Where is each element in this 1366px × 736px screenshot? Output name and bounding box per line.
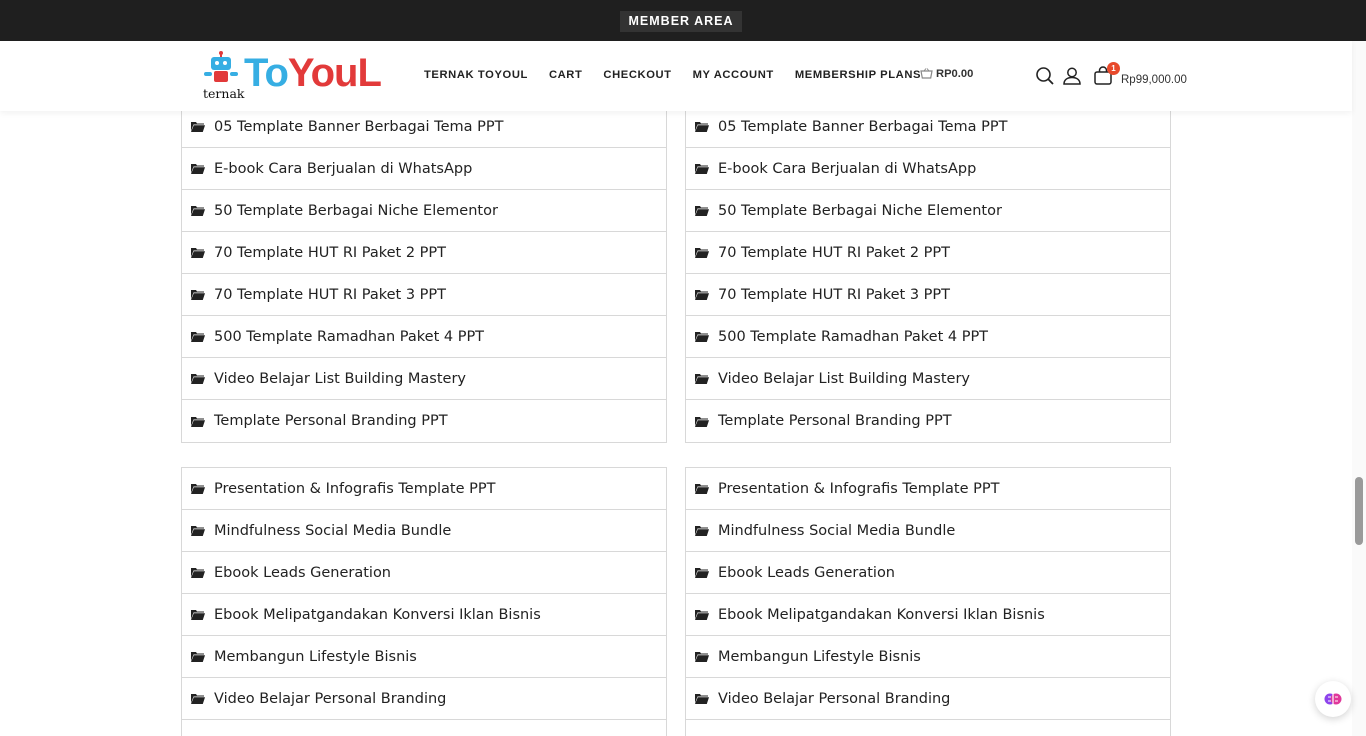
logo-small-text: ternak bbox=[203, 86, 245, 101]
folder-icon bbox=[191, 483, 205, 494]
list-item-label: Video Belajar List Building Mastery bbox=[214, 370, 466, 387]
product-list-right-2 bbox=[685, 467, 1171, 736]
list-item-partial[interactable] bbox=[686, 720, 1170, 736]
list-item[interactable] bbox=[686, 106, 1170, 148]
nav-ternak-toyoul[interactable]: TERNAK TOYOUL bbox=[424, 69, 528, 81]
basket-icon bbox=[920, 68, 933, 79]
list-item[interactable] bbox=[686, 274, 1170, 316]
folder-icon bbox=[191, 289, 205, 300]
folder-icon bbox=[191, 416, 205, 427]
folder-icon bbox=[695, 525, 709, 536]
list-item[interactable] bbox=[182, 552, 666, 594]
folder-icon bbox=[191, 373, 205, 384]
list-item-label: E-book Cara Berjualan di WhatsApp bbox=[718, 160, 977, 177]
list-item[interactable] bbox=[686, 190, 1170, 232]
list-item-label: 70 Template HUT RI Paket 3 PPT bbox=[718, 286, 951, 303]
list-item[interactable] bbox=[182, 190, 666, 232]
folder-icon bbox=[191, 331, 205, 342]
folder-icon bbox=[695, 205, 709, 216]
nav-checkout[interactable]: CHECKOUT bbox=[603, 69, 672, 81]
logo-main-text: ToYouL bbox=[244, 51, 381, 95]
user-icon[interactable] bbox=[1061, 65, 1083, 87]
list-item[interactable] bbox=[182, 358, 666, 400]
list-item[interactable] bbox=[182, 468, 666, 510]
list-item-label: Video Belajar Personal Branding bbox=[718, 690, 951, 707]
list-item-label: 05 Template Banner Berbagai Tema PPT bbox=[718, 118, 1008, 135]
folder-icon bbox=[695, 163, 709, 174]
list-item[interactable] bbox=[182, 148, 666, 190]
list-item-partial[interactable] bbox=[182, 720, 666, 736]
list-item[interactable] bbox=[182, 594, 666, 636]
folder-icon bbox=[695, 483, 709, 494]
list-item-label: 70 Template HUT RI Paket 2 PPT bbox=[214, 244, 447, 261]
folder-icon bbox=[695, 651, 709, 662]
top-bar bbox=[0, 0, 1366, 41]
product-list-left-1 bbox=[181, 105, 667, 443]
folder-icon bbox=[191, 525, 205, 536]
cart-total[interactable]: Rp99,000.00 bbox=[1121, 74, 1187, 86]
list-item-label: Mindfulness Social Media Bundle bbox=[718, 522, 956, 539]
list-item[interactable] bbox=[686, 148, 1170, 190]
product-list-left-2 bbox=[181, 467, 667, 736]
folder-icon bbox=[191, 247, 205, 258]
list-item-label: 70 Template HUT RI Paket 3 PPT bbox=[214, 286, 447, 303]
list-item-label: Ebook Melipatgandakan Konversi Iklan Bisnis bbox=[214, 606, 541, 623]
scrollbar-track[interactable] bbox=[1352, 41, 1366, 736]
folder-icon bbox=[191, 693, 205, 704]
list-item[interactable] bbox=[686, 636, 1170, 678]
list-item[interactable] bbox=[686, 510, 1170, 552]
list-item[interactable] bbox=[182, 316, 666, 358]
folder-icon bbox=[695, 609, 709, 620]
list-item-label: Ebook Leads Generation bbox=[214, 564, 392, 581]
floating-assistant-button[interactable] bbox=[1315, 681, 1351, 717]
product-list-right-1 bbox=[685, 105, 1171, 443]
list-item-label: Video Belajar Personal Branding bbox=[214, 690, 447, 707]
list-item-label: Ebook Melipatgandakan Konversi Iklan Bisnis bbox=[718, 606, 1045, 623]
scrollbar-thumb[interactable] bbox=[1355, 477, 1363, 545]
list-item-label: E-book Cara Berjualan di WhatsApp bbox=[214, 160, 473, 177]
robot-logo-icon bbox=[201, 51, 241, 85]
list-item[interactable] bbox=[182, 636, 666, 678]
list-item-label: Membangun Lifestyle Bisnis bbox=[718, 648, 921, 665]
list-item-label: Mindfulness Social Media Bundle bbox=[214, 522, 452, 539]
list-item-label: Presentation & Infografis Template PPT bbox=[718, 480, 1000, 497]
list-item-label: 70 Template HUT RI Paket 2 PPT bbox=[718, 244, 951, 261]
list-item-label: 500 Template Ramadhan Paket 4 PPT bbox=[718, 328, 989, 345]
list-item[interactable] bbox=[182, 400, 666, 442]
list-item[interactable] bbox=[686, 552, 1170, 594]
folder-icon bbox=[695, 373, 709, 384]
list-item-label: Membangun Lifestyle Bisnis bbox=[214, 648, 417, 665]
folder-icon bbox=[191, 609, 205, 620]
list-item[interactable] bbox=[182, 274, 666, 316]
list-item-label: Video Belajar List Building Mastery bbox=[718, 370, 970, 387]
list-item[interactable] bbox=[686, 358, 1170, 400]
list-item[interactable] bbox=[182, 232, 666, 274]
site-header bbox=[0, 41, 1352, 111]
list-item-label: Presentation & Infografis Template PPT bbox=[214, 480, 496, 497]
list-item[interactable] bbox=[182, 678, 666, 720]
list-item-label: Template Personal Branding PPT bbox=[214, 413, 448, 429]
folder-icon bbox=[695, 693, 709, 704]
list-item[interactable] bbox=[686, 400, 1170, 442]
list-item-label: 50 Template Berbagai Niche Elementor bbox=[718, 202, 1002, 219]
list-item[interactable] bbox=[182, 106, 666, 148]
list-item[interactable] bbox=[182, 510, 666, 552]
folder-icon bbox=[191, 651, 205, 662]
brain-icon bbox=[1324, 690, 1342, 708]
search-icon[interactable] bbox=[1034, 65, 1056, 87]
nav-cart[interactable]: CART bbox=[548, 69, 583, 81]
folder-icon bbox=[191, 567, 205, 578]
list-item[interactable] bbox=[686, 594, 1170, 636]
folder-icon bbox=[695, 331, 709, 342]
nav-my-account[interactable]: MY ACCOUNT bbox=[692, 69, 774, 81]
list-item-label: Ebook Leads Generation bbox=[718, 564, 896, 581]
list-item-label: 05 Template Banner Berbagai Tema PPT bbox=[214, 118, 504, 135]
member-area-button[interactable]: MEMBER AREA bbox=[620, 11, 742, 32]
list-item[interactable] bbox=[686, 316, 1170, 358]
folder-icon bbox=[695, 121, 709, 132]
folder-icon bbox=[695, 289, 709, 300]
folder-icon bbox=[695, 247, 709, 258]
list-item[interactable] bbox=[686, 232, 1170, 274]
nav-cart-price[interactable]: RP0.00 bbox=[920, 68, 973, 80]
list-item-label: Template Personal Branding PPT bbox=[718, 413, 952, 429]
folder-icon bbox=[695, 416, 709, 427]
list-item[interactable] bbox=[686, 468, 1170, 510]
folder-icon bbox=[191, 121, 205, 132]
list-item-label: 50 Template Berbagai Niche Elementor bbox=[214, 202, 498, 219]
folder-icon bbox=[191, 163, 205, 174]
folder-icon bbox=[695, 567, 709, 578]
site-logo[interactable] bbox=[198, 49, 381, 101]
list-item[interactable] bbox=[686, 678, 1170, 720]
list-item-label: 500 Template Ramadhan Paket 4 PPT bbox=[214, 328, 485, 345]
main-nav bbox=[424, 69, 942, 81]
folder-icon bbox=[191, 205, 205, 216]
cart-count-badge: 1 bbox=[1107, 62, 1120, 75]
nav-membership-plans[interactable]: MEMBERSHIP PLANS bbox=[794, 69, 922, 81]
